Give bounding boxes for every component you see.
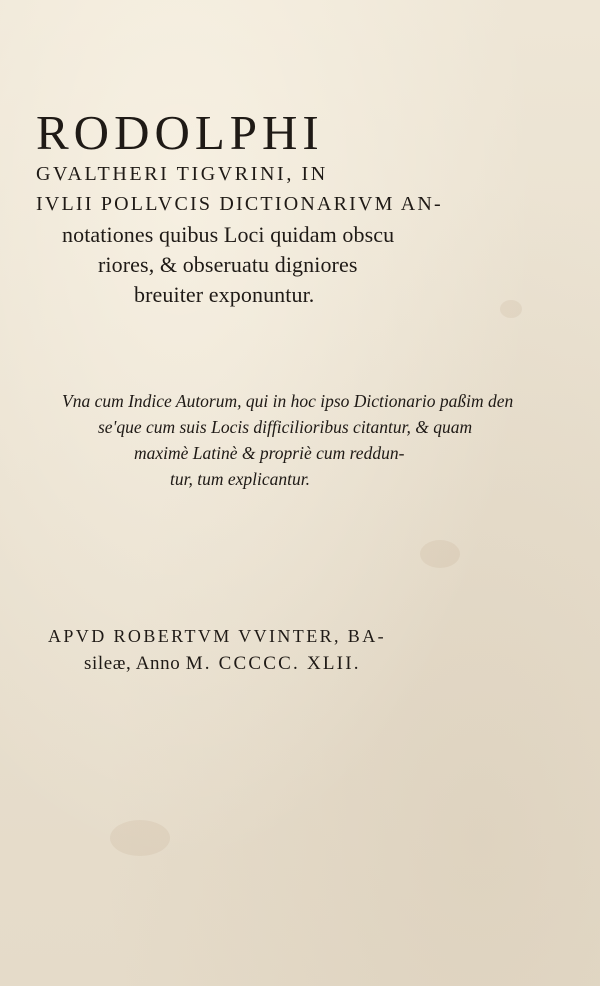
imprint-line-2 xyxy=(84,654,361,673)
title-body-line-2: riores, & obseruatu digniores xyxy=(98,252,358,277)
imprint-line-1: APVD ROBERTVM VVINTER, BA- xyxy=(48,626,386,646)
page-title: RODOLPHI xyxy=(36,105,324,160)
italic-line-4: tur, tum explicantur. xyxy=(170,469,310,489)
paper-stain xyxy=(110,820,170,856)
paper-stain xyxy=(500,300,522,318)
title-body-line-3: breuiter exponuntur. xyxy=(134,282,315,307)
title-body-line-1: notationes quibus Loci quidam obscu xyxy=(62,222,395,247)
italic-line-2: se'que cum suis Locis difficilioribus citantur, & quam xyxy=(98,417,473,437)
title-caps-line-1: GVALTHERI TIGVRINI, IN xyxy=(36,163,328,185)
title-caps-line-2: IVLII POLLVCIS DICTIONARIVM AN- xyxy=(36,193,443,215)
imprint-year: M. CCCCC. XLII. xyxy=(185,653,361,674)
imprint-place: sileæ, Anno xyxy=(84,653,186,674)
italic-line-3: maximè Latinè & propriè cum reddun- xyxy=(134,443,405,463)
paper-stain xyxy=(420,540,460,568)
italic-line-1: Vna cum Indice Autorum, qui in hoc ipso Dictionario paßim den xyxy=(62,391,514,411)
